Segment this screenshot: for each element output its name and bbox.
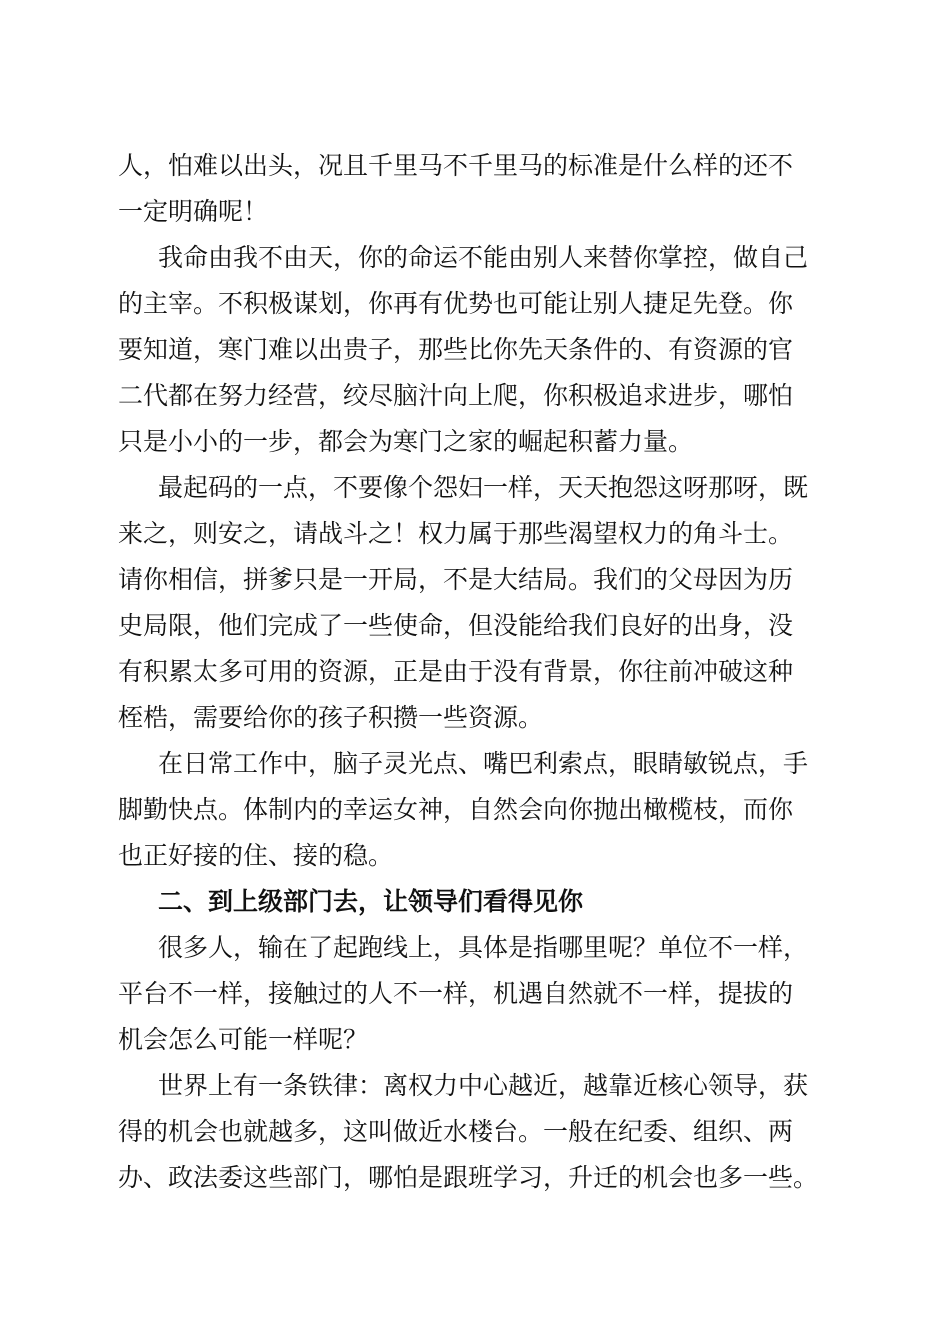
section-heading: 二、到上级部门去，让领导们看得见你: [158, 887, 584, 916]
text-line-4: 的主宰。不积极谋划，你再有优势也可能让别人捷足先登。你: [118, 289, 794, 318]
text-line-10: 请你相信，拼爹只是一开局，不是大结局。我们的父母因为历: [118, 565, 794, 594]
text-line-20: 机会怎么可能一样呢？: [118, 1025, 369, 1054]
text-line-14: 在日常工作中，脑子灵光点、嘴巴利索点，眼睛敏锐点，手: [158, 749, 809, 778]
text-line-16: 也正好接的住、接的稳。: [118, 841, 394, 870]
text-line-6: 二代都在努力经营，绞尽脑汁向上爬，你积极追求进步，哪怕: [118, 381, 794, 410]
text-line-15: 脚勤快点。体制内的幸运女神，自然会向你抛出橄榄枝，而你: [118, 795, 794, 824]
text-line-18: 很多人，输在了起跑线上，具体是指哪里呢？单位不一样，: [158, 933, 809, 962]
text-line-13: 桎梏，需要给你的孩子积攒一些资源。: [118, 703, 544, 732]
text-line-21: 世界上有一条铁律：离权力中心越近，越靠近核心领导，获: [158, 1071, 809, 1100]
text-line-9: 来之，则安之，请战斗之！权力属于那些渴望权力的角斗士。: [118, 519, 794, 548]
text-line-1: 人，怕难以出头，况且千里马不千里马的标准是什么样的还不: [118, 151, 794, 180]
text-line-8: 最起码的一点，不要像个怨妇一样，天天抱怨这呀那呀，既: [158, 473, 809, 502]
text-line-11: 史局限，他们完成了一些使命，但没能给我们良好的出身，没: [118, 611, 794, 640]
text-line-12: 有积累太多可用的资源，正是由于没有背景，你往前冲破这种: [118, 657, 794, 686]
text-line-3: 我命由我不由天，你的命运不能由别人来替你掌控，做自己: [158, 243, 809, 272]
text-line-7: 只是小小的一步，都会为寒门之家的崛起积蓄力量。: [118, 427, 694, 456]
text-line-22: 得的机会也就越多，这叫做近水楼台。一般在纪委、组织、两: [118, 1117, 794, 1146]
text-line-19: 平台不一样，接触过的人不一样，机遇自然就不一样，提拔的: [118, 979, 794, 1008]
text-line-5: 要知道，寒门难以出贵子，那些比你先天条件的、有资源的官: [118, 335, 794, 364]
text-line-23: 办、政法委这些部门，哪怕是跟班学习，升迁的机会也多一些。: [118, 1163, 819, 1192]
text-line-2: 一定明确呢！: [118, 197, 269, 226]
